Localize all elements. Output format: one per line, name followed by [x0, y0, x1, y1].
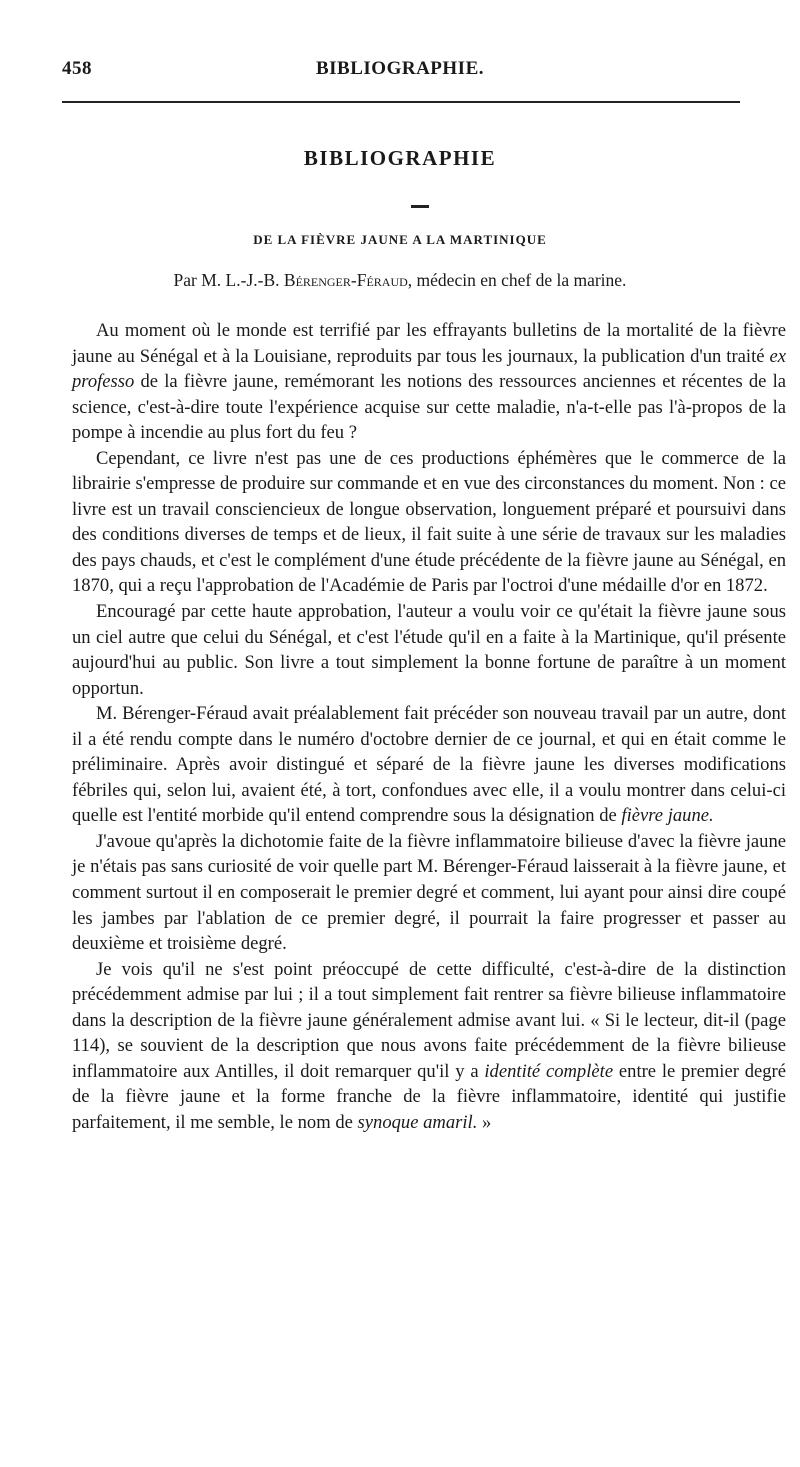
paragraph-6-text-c: entre le premier degré de la fièvre jaune et la forme franche de la fièvre inflammatoire, identité qui justifie parfaitement, il me semble, le nom de	[72, 1060, 786, 1133]
byline-suffix: médecin en chef de la marine.	[416, 270, 627, 290]
section-title: BIBLIOGRAPHIE	[303, 146, 497, 170]
paragraph-4-italic: fièvre jaune.	[621, 805, 714, 827]
article-body	[72, 318, 786, 1136]
paragraph-1-text-c: de la fièvre jaune, remémorant les notions des ressources anciennes et récentes de la science, c'est-à-dire toute l'expérience acquise sur cette maladie, n'a-t-elle pas l'à-propos de la pompe à incendie au plus fort du feu ?	[72, 371, 786, 444]
paragraph-4-text-a: M. Bérenger-Féraud avait préalablement fait précéder son nouveau travail par un autre, dont il a été rendu compte dans le numéro d'octobre dernier de ce journal, et qui en était comme le préliminaire. Après avoir distingué et séparé de la fièvre jaune les diverses modifications fébriles qui, selon lui, avaient été, à tort, confondues avec elle, il a voulu montrer dans celui-ci quelle est l'entité morbide qu'il entend comprendre sous la désignation de	[72, 703, 786, 827]
paragraph-3: Encouragé par cette haute approbation, l'auteur a voulu voir ce qu'était la fièvre jaune sous un ciel autre que celui du Sénégal, et c'est l'étude qu'il en a faite à la Martinique, qu'il présente aujourd'hui au public. Son livre a tout simplement la bonne fortune de paraître à un moment opportun.	[72, 601, 786, 699]
paragraph-5: J'avoue qu'après la dichotomie faite de la fièvre inflammatoire bilieuse d'avec la fièvre jaune je n'étais pas sans curiosité de voir quelle part M. Bérenger-Féraud laisserait à la fièvre jaune, et comment surtout il en composerait le premier degré et comment, lui ayant pour ainsi dire coupé les jambes par l'ablation de ce premier degré, il pourrait la faire progresser et passer au deuxième et troisième degré.	[72, 830, 786, 955]
paragraph-6-italic-d: synoque amaril.	[357, 1111, 478, 1133]
page-number: 458	[62, 58, 92, 79]
paragraph-6-italic-b: identité complète	[484, 1060, 614, 1082]
running-head	[62, 58, 738, 84]
paragraph-6-text-a: Je vois qu'il ne s'est point préoccupé de cette difficulté, c'est-à-dire de la distinction précédemment admise par lui ; il a tout simplement fait rentrer sa fièvre bilieuse inflammatoire dans la description de la fièvre jaune généralement admise avant lui. « Si le lecteur, dit-il (page 114), se souvient de la description que nous avons faite précédemment de la fièvre bilieuse inflammatoire aux Antilles, il doit remarquer qu'il y a	[72, 958, 786, 1082]
title-separator	[411, 205, 429, 208]
paragraph-1-text-a: Au moment où le monde est terrifié par les effrayants bulletins de la mortalité de la fièvre jaune au Sénégal et à la Louisiane, reproduits par tous les journaux, la publication d'un traité	[72, 320, 786, 367]
byline-prefix: Par M. L.-J.-B.	[173, 270, 280, 290]
paragraph-2: Cependant, ce livre n'est pas une de ces productions éphémères que le commerce de la librairie s'empresse de produire sur commande et en vue des circonstances du moment. Non : ce livre est un travail consciencieux de longue observation, longuement préparé et poursuivi dans des conditions diverses de temps et de lieux, il fait suite à une série de travaux sur les maladies des pays chauds, et c'est le complément d'une étude précédente de la fièvre jaune au Sénégal, en 1870, qui a reçu l'approbation de l'Académie de Paris par l'octroi d'une médaille d'or en 1872.	[72, 447, 786, 597]
paragraph-6-text-e: »	[482, 1111, 492, 1133]
paragraph-4	[72, 701, 786, 829]
paragraph-6	[72, 957, 786, 1136]
running-title: BIBLIOGRAPHIE.	[315, 58, 484, 79]
byline-author: Bérenger-Féraud,	[283, 270, 413, 290]
byline	[0, 270, 800, 291]
header-rule	[62, 101, 740, 103]
paragraph-1-italic: ex professo	[72, 345, 786, 393]
paragraph-1	[72, 318, 786, 446]
article-title: DE LA FIÈVRE JAUNE A LA MARTINIQUE	[253, 232, 547, 247]
